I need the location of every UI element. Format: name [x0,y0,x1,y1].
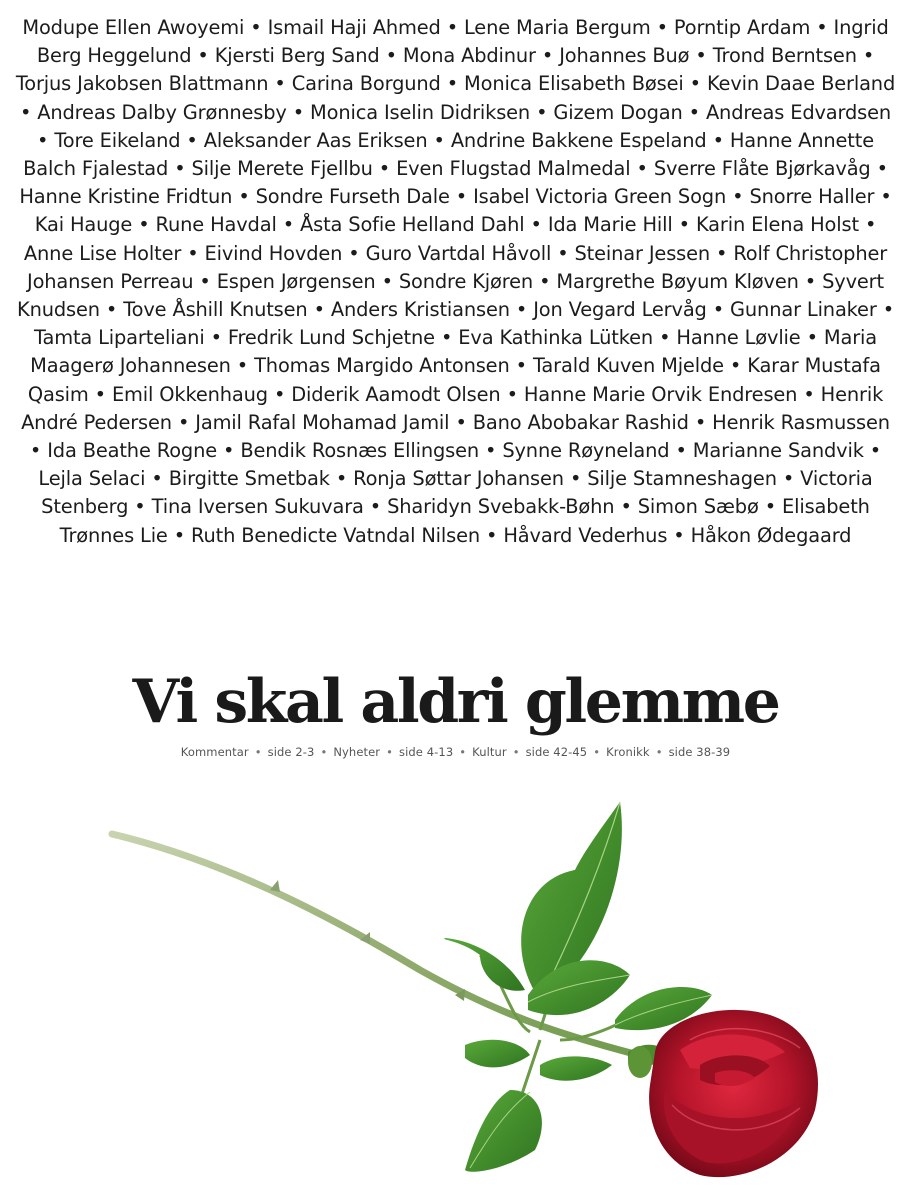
name-separator: • [197,44,209,68]
memorial-name: Guro Vartdal Håvoll [365,241,552,265]
name-separator: • [882,298,894,322]
memorial-name: Hanne Kristine Fridtun [19,185,233,209]
name-separator: • [539,269,551,293]
memorial-name: Monica Iselin Didriksen [310,100,531,124]
name-separator: • [678,213,690,237]
name-separator: • [151,467,163,491]
index-pages: side 2-3 [267,745,315,759]
name-separator: • [712,128,724,152]
memorial-name: Sverre Flåte Bjørkavåg [653,157,871,181]
name-separator: • [804,269,817,293]
name-separator: • [19,100,32,124]
name-separator: • [440,326,453,350]
name-separator: • [864,213,877,237]
memorial-name: Emil Okkenhaug [111,382,268,406]
memorial-name: Trond Berntsen [712,44,857,68]
memorial-name: Kjersti Berg Sand [214,44,380,68]
name-separator: • [620,495,632,519]
name-separator: • [446,72,459,96]
name-separator: • [385,44,397,68]
name-separator: • [530,213,542,237]
name-separator: • [313,298,325,322]
memorial-name: Karar Mustafa Qasim [27,354,881,406]
name-separator: • [782,467,795,491]
memorial-name: Carina Borgund [291,72,441,96]
name-separator: • [433,128,445,152]
name-separator: • [348,241,360,265]
rose-image [0,790,911,1200]
name-separator: • [557,241,569,265]
memorial-name: Silje Stamneshagen [587,467,777,491]
memorial-name: Aleksander Aas Eriksen [203,128,428,152]
memorial-name: Silje Merete Fjellbu [191,157,373,181]
memorial-name: Snorre Haller [749,185,875,209]
name-separator: • [880,185,892,209]
name-separator: • [729,354,742,378]
name-separator: • [378,157,391,181]
index-section: Nyheter [333,745,381,759]
memorial-name: Sondre Kjøren [398,269,534,293]
memorial-name: Gunnar Linaker [730,298,877,322]
name-separator: • [173,523,186,547]
name-separator: • [274,72,286,96]
memorial-name: Ida Marie Hill [547,213,673,237]
name-separator: • [250,16,262,39]
index-section: Kronikk [606,745,650,759]
memorial-name: Syvert Knudsen [17,269,884,322]
name-separator: • [210,326,222,350]
index-section: Kultur [472,745,507,759]
name-separator: • [138,213,150,237]
memorial-name: Kai Hauge [34,213,133,237]
memorial-name: Henrik Rasmussen [712,410,890,434]
memorial-name: Fredrik Lund Schjetne [227,326,435,350]
name-separator: • [199,269,211,293]
index-separator: • [512,745,520,759]
memorial-name: Andrine Bakkene Espeland [450,128,707,152]
memorial-name: Gizem Dogan [553,100,683,124]
name-separator: • [174,157,186,181]
memorial-name: Mona Abdinur [402,44,536,68]
memorial-name: Karin Elena Holst [695,213,859,237]
index-separator: • [459,745,467,759]
name-separator: • [506,382,518,406]
memorial-name: Hanne Annette Balch Fjalestad [23,128,874,181]
memorial-name: Tove Åshill Knutsen [123,298,308,322]
name-separator: • [273,382,286,406]
memorial-name: Eivind Hovden [204,241,343,265]
name-separator: • [803,382,815,406]
memorial-name: Kevin Daae Berland [706,72,896,96]
name-separator: • [94,382,106,406]
headline: Vi skal aldri glemme [132,667,779,737]
name-separator: • [292,100,305,124]
name-separator: • [816,16,828,39]
memorial-name: Maria Maagerø Johannesen [30,326,878,378]
name-separator: • [134,495,146,519]
name-separator: • [455,185,468,209]
name-separator: • [675,439,687,463]
name-separator: • [689,72,701,96]
name-separator: • [485,439,497,463]
memorial-name: Håkon Ødegaard [690,523,852,547]
name-separator: • [381,269,393,293]
memorial-name: Hanne Marie Orvik Endresen [523,382,798,406]
memorial-name: Ruth Benedicte Vatndal Nilsen [191,523,481,547]
memorial-name: Jon Vegard Lervåg [533,298,707,322]
name-separator: • [236,354,249,378]
name-separator: • [335,467,348,491]
name-separator: • [869,439,882,463]
memorial-name: Isabel Victoria Green Sogn [473,185,727,209]
name-separator: • [712,298,725,322]
section-index [0,745,911,759]
memorial-names-list [14,14,897,550]
name-separator: • [536,100,548,124]
memorial-name: Marianne Sandvik [692,439,864,463]
memorial-name: Tarald Kuven Mjelde [532,354,724,378]
name-separator: • [455,410,467,434]
name-separator: • [515,298,528,322]
name-separator: • [186,128,198,152]
memorial-name: Håvard Vederhus [503,523,668,547]
memorial-name: Rune Havdal [155,213,277,237]
memorial-name: Henrik André Pedersen [21,382,884,434]
index-separator: • [320,745,328,759]
name-separator: • [223,439,235,463]
name-separator: • [688,100,700,124]
memorial-name: Lene Maria Bergum [464,16,651,39]
memorial-name: Eva Kathinka Lütken [458,326,654,350]
memorial-name: Tore Eikeland [54,128,181,152]
name-separator: • [515,354,527,378]
name-separator: • [369,495,382,519]
memorial-name: Torjus Jakobsen Blattmann [15,72,269,96]
index-separator: • [655,745,663,759]
rose-icon [0,790,911,1200]
memorial-name: Sondre Furseth Dale [255,185,450,209]
memorial-name: Diderik Aamodt Olsen [291,382,501,406]
memorial-name: Espen Jørgensen [216,269,376,293]
name-separator: • [187,241,199,265]
name-separator: • [636,157,648,181]
name-separator: • [37,128,49,152]
index-separator: • [254,745,262,759]
name-separator: • [177,410,190,434]
name-separator: • [541,44,554,68]
memorial-name: Hanne Løvlie [676,326,801,350]
index-pages: side 38-39 [668,745,731,759]
name-separator: • [659,326,671,350]
memorial-name: Anne Lise Holter [23,241,182,265]
name-separator: • [695,44,707,68]
memorial-name: Ida Beathe Rogne [47,439,217,463]
name-separator: • [694,410,707,434]
memorial-name: Ronja Søttar Johansen [353,467,564,491]
memorial-name: Porntip Ardam [673,16,811,39]
index-pages: side 4-13 [399,745,454,759]
name-separator: • [105,298,118,322]
index-pages: side 42-45 [525,745,588,759]
memorial-name: Ismail Haji Ahmed [267,16,441,39]
memorial-name: Birgitte Smetbak [168,467,330,491]
memorial-name: Steinar Jessen [574,241,711,265]
name-separator: • [282,213,295,237]
memorial-name: Åsta Sofie Helland Dahl [300,213,525,237]
name-separator: • [862,44,875,68]
memorial-name: Thomas Margido Antonsen [254,354,510,378]
memorial-name: Bano Abobakar Rashid [472,410,689,434]
name-separator: • [238,185,250,209]
memorial-name: Sharidyn Svebakk-Bøhn [387,495,615,519]
memorial-name: Synne Røyneland [502,439,670,463]
name-separator: • [569,467,582,491]
memorial-name: Tamta Liparteliani [33,326,205,350]
name-separator: • [732,185,744,209]
index-section: Kommentar [180,745,249,759]
name-separator: • [486,523,498,547]
index-separator: • [386,745,394,759]
name-separator: • [673,523,685,547]
name-separator: • [446,16,458,39]
memorial-name: Even Flugstad Malmedal [396,157,631,181]
memorial-name: Elisabeth Trønnes Lie [59,495,870,547]
memorial-name: Margrethe Bøyum Kløven [556,269,799,293]
memorial-name: Jamil Rafal Mohamad Jamil [195,410,450,434]
memorial-name: Rolf Christopher Johansen Perreau [27,241,888,293]
memorial-name: Ingrid Berg Heggelund [36,16,889,68]
index-separator: • [593,745,601,759]
memorial-name: Bendik Rosnæs Ellingsen [240,439,479,463]
name-separator: • [764,495,776,519]
memorial-name: Anders Kristiansen [330,298,510,322]
memorial-name: Johannes Buø [559,44,690,68]
memorial-name: Modupe Ellen Awoyemi [22,16,245,39]
memorial-name: Victoria Stenberg [41,467,873,519]
name-separator: • [656,16,668,39]
memorial-name: Simon Sæbø [637,495,759,519]
name-separator: • [29,439,42,463]
memorial-name: Andreas Edvardsen [705,100,892,124]
memorial-name: Andreas Dalby Grønnesby [37,100,287,124]
memorial-name: Monica Elisabeth Bøsei [464,72,684,96]
name-separator: • [876,157,888,181]
memorial-name: Tina Iversen Sukuvara [151,495,364,519]
memorial-name: Lejla Selaci [38,467,146,491]
name-separator: • [806,326,818,350]
name-separator: • [716,241,728,265]
